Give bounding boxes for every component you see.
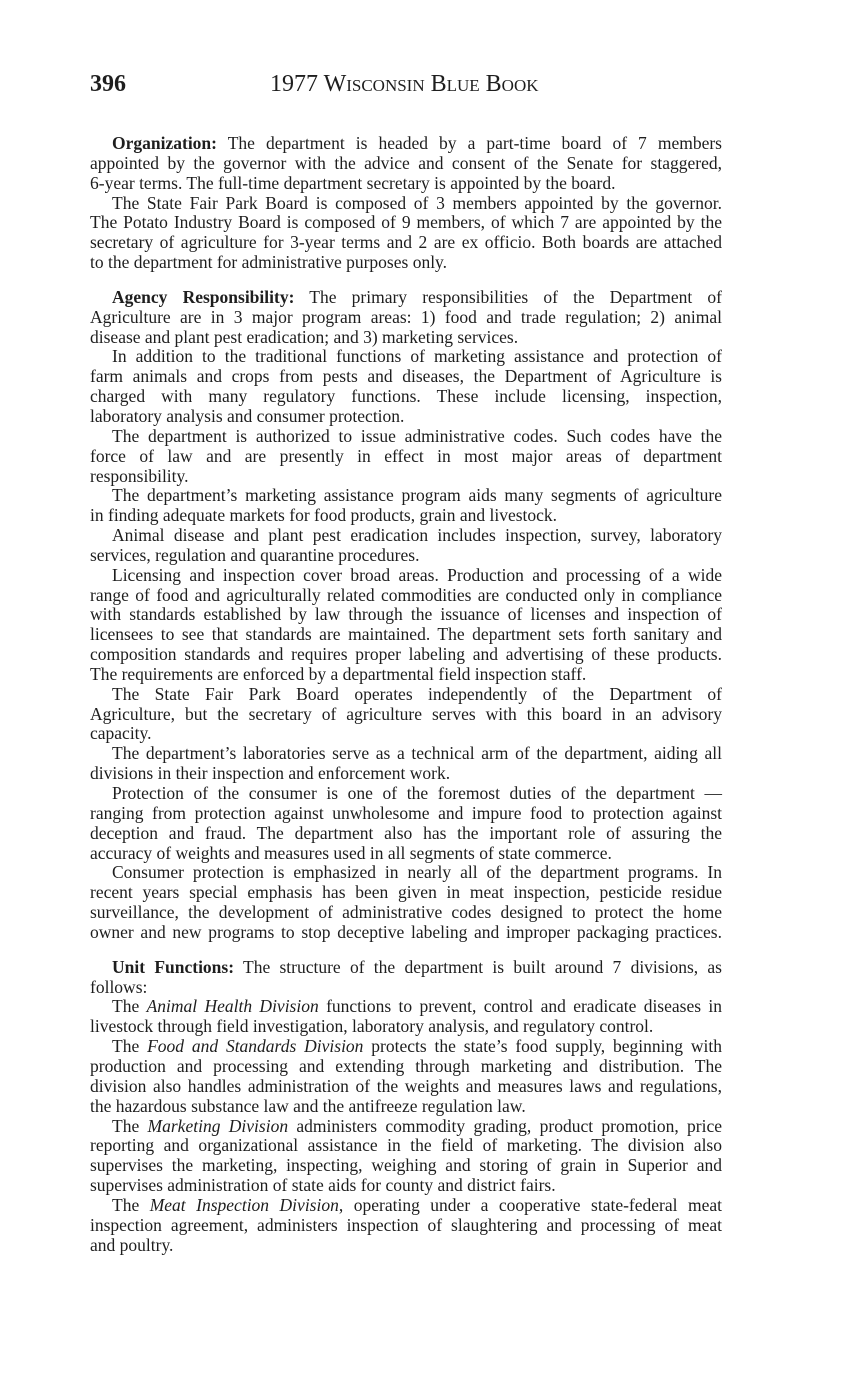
text-line: divisions in their inspection and enforcement work.: [90, 763, 451, 784]
run-in-heading: Organization:: [112, 133, 217, 153]
run-in-heading: Agency Responsibility:: [112, 286, 295, 307]
paragraph: [90, 997, 722, 1037]
text-line: Licensing and inspection cover broad areas. Production and processing of a wide: [112, 564, 722, 585]
text-line: secretary of agriculture for 3-year terms and 2 are ex officio. Both boards are attached: [90, 232, 722, 253]
document-body: [90, 134, 722, 1255]
paragraph: [90, 427, 722, 487]
text-line: laboratory analysis and consumer protection.: [90, 405, 405, 426]
text-line: The department’s marketing assistance program aids many segments of agriculture: [112, 485, 722, 506]
running-title: 1977 Wisconsin Blue Book: [270, 71, 539, 97]
text-line: deception and fraud. The department also has the important role of assuring the: [90, 822, 722, 843]
text-line: supervises administration of state aids for county and district fairs.: [90, 1175, 556, 1196]
paragraph: [90, 1196, 722, 1256]
paragraph: [90, 863, 722, 942]
text-line: [90, 134, 722, 154]
paragraph: [90, 685, 722, 745]
text-line: The requirements are enforced by a departmental field inspection staff.: [90, 663, 587, 684]
page-number: 396: [90, 71, 126, 97]
text-run: The: [112, 996, 147, 1017]
text-line: services, regulation and quarantine procedures.: [90, 544, 420, 565]
text-line: ranging from protection against unwholesome and impure food to protection against: [90, 802, 722, 823]
paragraph: [90, 566, 722, 685]
text-line: and poultry.: [90, 1234, 174, 1255]
text-line: surveillance, the development of administrative codes designed to protect the home: [90, 902, 722, 923]
text-line: responsibility.: [90, 465, 189, 486]
text-line: range of food and agriculturally related commodities are conducted only in compliance: [90, 584, 722, 605]
text-line: disease and plant pest eradication; and 3) marketing services.: [90, 326, 519, 347]
text-run: functions to prevent, control and eradicate diseases in: [318, 996, 722, 1017]
text-run: protects the state’s food supply, beginning with: [363, 1036, 722, 1057]
paragraph: [90, 1037, 722, 1116]
text-line: The State Fair Park Board is composed of 3 members appointed by the governor.: [112, 192, 722, 213]
text-line: supervises the marketing, inspecting, weighing and storing of grain in Superior and: [90, 1155, 722, 1176]
text-line: in finding adequate markets for food products, grain and livestock.: [90, 505, 558, 526]
text-run: administers commodity grading, product promotion, price: [288, 1115, 722, 1136]
section-2: [90, 288, 722, 943]
text-line: division also handles administration of the weights and measures laws and regulations,: [90, 1075, 722, 1096]
paragraph: [90, 194, 722, 273]
text-run: The: [112, 1036, 148, 1057]
paragraph: [90, 958, 722, 998]
text-line: reporting and organizational assistance in the field of marketing. The division also: [90, 1135, 722, 1156]
text-line: [90, 1037, 722, 1057]
text-line: follows:: [90, 976, 148, 997]
text-line: charged with many regulatory functions. These include licensing, inspection,: [90, 386, 722, 407]
text-line: Consumer protection is emphasized in nearly all of the department programs. In: [112, 862, 722, 883]
division-name: Marketing Division: [147, 1115, 289, 1136]
text-line: licensees to see that standards are maintained. The department sets forth sanitary and: [90, 624, 722, 645]
text-line: production and processing and extending through marketing and distribution. The: [90, 1055, 722, 1076]
text-line: Animal disease and plant pest eradication includes inspection, survey, laboratory: [112, 525, 722, 546]
division-name: Animal Health Division: [146, 996, 319, 1017]
text-run: The primary responsibilities of the Department of: [294, 286, 722, 307]
text-line: accuracy of weights and measures used in all segments of state commerce.: [90, 842, 612, 863]
text-line: composition standards and requires proper labeling and advertising of these products.: [90, 644, 722, 665]
text-run: , operating under a cooperative state-federal meat: [338, 1194, 722, 1215]
run-in-heading: Unit Functions:: [112, 956, 235, 977]
text-line: The State Fair Park Board operates independently of the Department of: [112, 683, 722, 704]
text-line: capacity.: [90, 723, 152, 744]
paragraph: [90, 288, 722, 348]
text-line: owner and new programs to stop deceptive labeling and improper packaging practices.: [90, 921, 722, 942]
paragraph: [90, 347, 722, 426]
section-3: [90, 958, 722, 1256]
paragraph: [90, 744, 722, 784]
text-run: The: [112, 1194, 150, 1215]
section-1: [90, 134, 722, 273]
text-line: [90, 1196, 722, 1216]
paragraph: [90, 526, 722, 566]
text-line: force of law and are presently in effect in most major areas of department: [90, 445, 722, 466]
text-line: Agriculture, but the secretary of agriculture serves with this board in an advisory: [90, 703, 722, 724]
text-line: appointed by the governor with the advice and consent of the Senate for staggered,: [90, 152, 722, 173]
text-line: Agriculture are in 3 major program areas: 1) food and trade regulation; 2) animal: [90, 306, 722, 327]
division-name: Food and Standards Division: [147, 1036, 364, 1057]
text-line: inspection agreement, administers inspection of slaughtering and processing of meat: [90, 1214, 722, 1235]
paragraph: [90, 134, 722, 194]
text-line: the hazardous substance law and the antifreeze regulation law.: [90, 1095, 526, 1116]
text-line: The department is authorized to issue administrative codes. Such codes have the: [112, 425, 722, 446]
text-line: Protection of the consumer is one of the foremost duties of the department —: [112, 783, 722, 803]
text-line: 6-year terms. The full-time department secretary is appointed by the board.: [90, 172, 616, 193]
text-line: to the department for administrative purposes only.: [90, 252, 448, 273]
text-line: [90, 1117, 722, 1137]
text-run: The department is headed by a part-time board of 7 members: [217, 133, 722, 153]
text-line: The Potato Industry Board is composed of 9 members, of which 7 are appointed by the: [90, 212, 722, 233]
text-line: [90, 997, 722, 1017]
paragraph: [90, 486, 722, 526]
paragraph: [90, 784, 722, 863]
division-name: Meat Inspection Division: [149, 1194, 339, 1215]
text-run: The structure of the department is built around 7 divisions, as: [234, 956, 722, 977]
text-line: livestock through field investigation, laboratory analysis, and regulatory control.: [90, 1016, 654, 1037]
paragraph: [90, 1117, 722, 1196]
text-line: In addition to the traditional functions of marketing assistance and protection of: [112, 346, 722, 367]
text-line: farm animals and crops from pests and diseases, the Department of Agriculture is: [90, 366, 722, 387]
text-line: [90, 958, 722, 978]
text-line: The department’s laboratories serve as a technical arm of the department, aiding all: [112, 743, 722, 764]
text-line: with standards established by law through the issuance of licenses and inspection of: [90, 604, 722, 625]
text-run: The: [112, 1115, 148, 1136]
text-line: [90, 288, 722, 308]
running-head: [0, 0, 859, 110]
text-line: recent years special emphasis has been given in meat inspection, pesticide residue: [90, 882, 722, 903]
